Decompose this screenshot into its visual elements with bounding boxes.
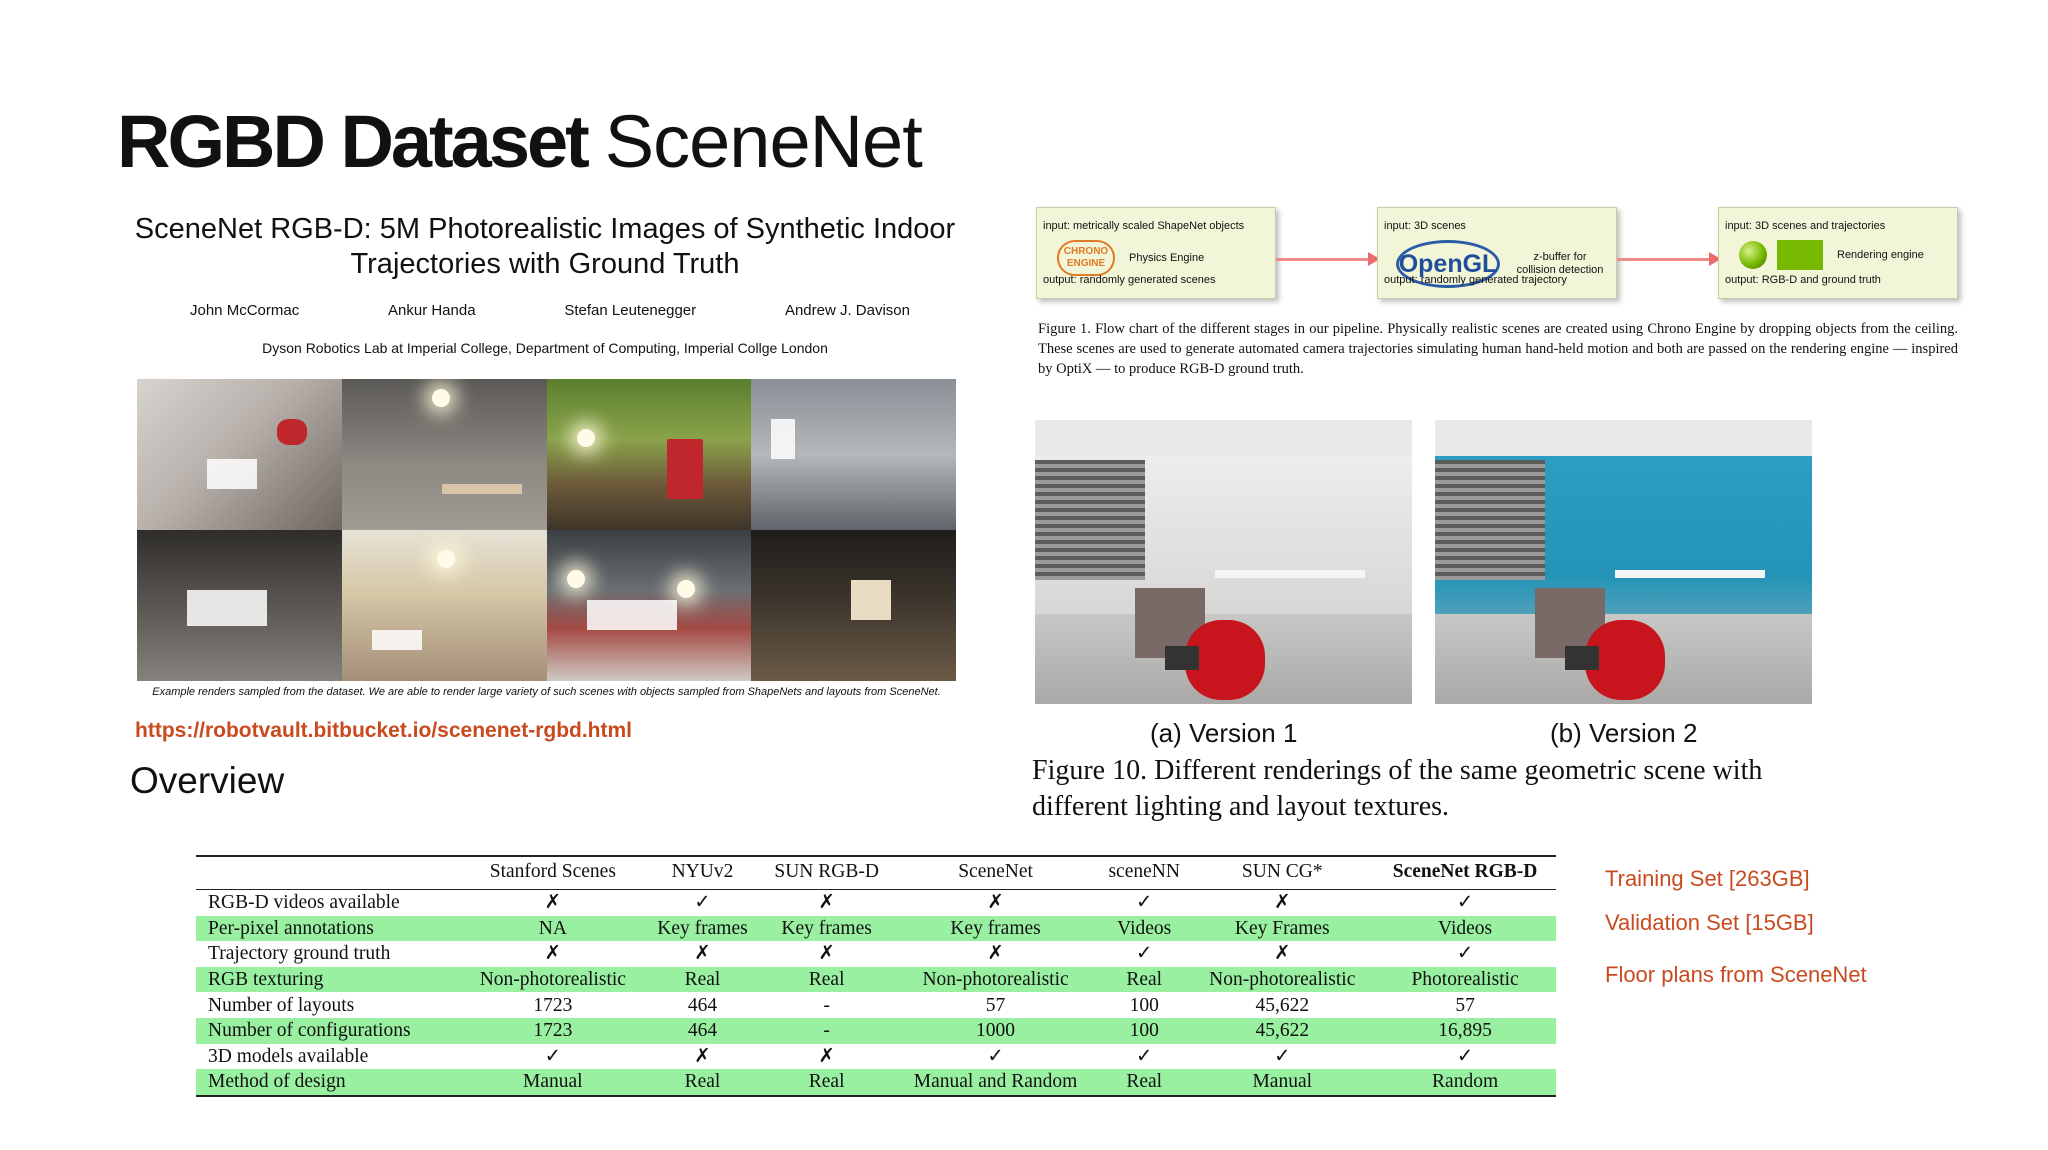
table-cell: Real (760, 967, 893, 993)
table-cell: Non-photorealistic (461, 967, 645, 993)
table-row (196, 1018, 1556, 1044)
table-cell: Videos (1374, 916, 1556, 942)
render-version1-image (1035, 420, 1412, 704)
table-cell: ✗ (694, 943, 711, 965)
table-cell: Videos (1098, 916, 1190, 942)
table-row-header: 3D models available (208, 1045, 369, 1067)
author-list (190, 302, 910, 319)
table-cell: 100 (1098, 1018, 1190, 1044)
render-image (751, 530, 956, 681)
render-image (137, 379, 342, 530)
nvidia-logo-icon (1777, 240, 1823, 270)
table-cell: - (760, 1018, 893, 1044)
table-cell: Real (760, 1069, 893, 1096)
project-link[interactable]: https://robotvault.bitbucket.io/scenenet-rgbd.html (135, 719, 633, 742)
table-cell: ✗ (987, 892, 1004, 914)
table-row (196, 967, 1556, 993)
table-row (196, 890, 1556, 916)
table-cell: ✗ (544, 892, 561, 914)
version2-label: (b) Version 2 (1550, 718, 1698, 748)
render-image (137, 530, 342, 681)
pipeline-stage-rendering (1718, 207, 1958, 299)
table-body (196, 890, 1556, 1096)
table-cell: Real (1098, 1069, 1190, 1096)
render-image (547, 530, 752, 681)
table-cell: Manual (1190, 1069, 1374, 1096)
table-header: NYUv2 (645, 856, 761, 890)
author-name: Ankur Handa (388, 302, 476, 319)
stage-label: z-buffer for collision detection (1516, 251, 1604, 276)
table-header-row (196, 856, 1556, 890)
table-row-header: Number of configurations (196, 1018, 461, 1044)
table-cell: ✓ (1456, 943, 1474, 965)
table-row (196, 1069, 1556, 1096)
table-cell: 1723 (461, 1018, 645, 1044)
stage-input: input: metrically scaled ShapeNet objects (1043, 220, 1245, 232)
table-cell: ✗ (694, 1045, 711, 1067)
chrono-engine-logo-icon: CHRONO ENGINE (1057, 240, 1115, 276)
table-cell: ✓ (694, 892, 711, 914)
slide-title (117, 96, 922, 188)
stage-input: input: 3D scenes and trajectories (1725, 220, 1886, 232)
validation-set-note: Validation Set [15GB] (1605, 910, 1814, 935)
table-cell: ✗ (1274, 892, 1291, 914)
table-header: SUN CG* (1190, 856, 1374, 890)
table-header (196, 856, 461, 890)
table-cell: ✓ (1456, 892, 1474, 914)
table-header: sceneNN (1098, 856, 1190, 890)
slide-title-bold: RGBD Dataset (117, 100, 587, 183)
table-cell: 1000 (893, 1018, 1098, 1044)
table-cell: Key Frames (1190, 916, 1374, 942)
opengl-logo-icon: OpenGL (1396, 240, 1500, 288)
figure1-caption: Figure 1. Flow chart of the different stages in our pipeline. Physically realistic scenes are created using Chrono Engine by dropping objects from the ceiling. These scenes are used to generate automated camera trajectories simulating human hand-held motion and both are passed on the rendering engine — inspired by OptiX — to produce RGB-D ground truth. (1038, 321, 1958, 377)
table-cell: 45,622 (1255, 994, 1310, 1016)
comparison-table (196, 855, 1556, 1097)
overview-heading: Overview (130, 760, 285, 801)
table-row (196, 992, 1556, 1018)
pipeline-stage-physics (1036, 207, 1276, 299)
version1-label: (a) Version 1 (1150, 718, 1298, 748)
table-cell: Key frames (645, 916, 761, 942)
pipeline-stage-opengl (1377, 207, 1617, 299)
flow-arrow (1617, 258, 1713, 261)
table-cell: Non-photorealistic (1190, 967, 1374, 993)
table-cell: 57 (1455, 994, 1475, 1016)
table-cell: Real (1098, 967, 1190, 993)
stage-label: Physics Engine (1129, 251, 1205, 264)
affiliation: Dyson Robotics Lab at Imperial College, Department of Computing, Imperial Collge London (262, 340, 828, 356)
table-cell: ✓ (1136, 892, 1153, 914)
table-cell: Real (645, 1069, 761, 1096)
table-row-header: RGB-D videos available (208, 892, 400, 914)
author-name: Stefan Leutenegger (564, 302, 697, 319)
table-cell: ✗ (1274, 943, 1291, 965)
table-row (196, 941, 1556, 967)
table-row-header: Number of layouts (208, 994, 355, 1016)
table-cell: 16,895 (1374, 1018, 1556, 1044)
render-image (751, 379, 956, 530)
training-set-note: Training Set [263GB] (1605, 866, 1810, 891)
table-row-header: Trajectory ground truth (208, 943, 391, 965)
table-cell: 464 (687, 994, 718, 1016)
table-cell: NA (461, 916, 645, 942)
table-header: SUN RGB-D (760, 856, 893, 890)
slide-title-light: SceneNet (604, 100, 922, 183)
table-cell: Key frames (760, 916, 893, 942)
author-name: John McCormac (190, 302, 300, 319)
table-cell: ✓ (1456, 1045, 1474, 1067)
render-version2-image (1435, 420, 1812, 704)
table-row-header: RGB texturing (196, 967, 461, 993)
flow-arrow (1276, 258, 1372, 261)
table-cell: 464 (645, 1018, 761, 1044)
table-cell: Random (1374, 1069, 1556, 1096)
optix-sphere-icon (1739, 241, 1767, 269)
table-cell: 57 (985, 994, 1006, 1016)
mosaic-caption: Example renders sampled from the dataset. We are able to render large variety of such scenes with objects sampled from ShapeNets and layouts from SceneNet. (152, 686, 941, 698)
table-row-header: Method of design (196, 1069, 461, 1096)
table-header: SceneNet (893, 856, 1098, 890)
stage-input: input: 3D scenes (1384, 220, 1466, 232)
table-cell: Photorealistic (1374, 967, 1556, 993)
paper-title: SceneNet RGB-D: 5M Photorealistic Images of Synthetic Indoor Trajectories with Ground Truth (134, 213, 956, 280)
stage-label: Rendering engine (1837, 248, 1924, 261)
table-cell: ✗ (544, 943, 561, 965)
stage-output: output: randomly generated scenes (1043, 274, 1216, 286)
floorplans-note: Floor plans from SceneNet (1605, 962, 1867, 987)
table-cell: ✗ (818, 1045, 835, 1067)
stage-output: output: RGB-D and ground truth (1725, 274, 1881, 286)
table-cell: 45,622 (1190, 1018, 1374, 1044)
table-cell: ✓ (1136, 943, 1153, 965)
table-cell: ✗ (987, 943, 1004, 965)
table-cell: ✗ (818, 943, 835, 965)
table-cell: Manual (461, 1069, 645, 1096)
render-image (547, 379, 752, 530)
table-header: SceneNet RGB-D (1374, 856, 1556, 890)
table-cell: Real (645, 967, 761, 993)
table-cell: ✗ (818, 892, 835, 914)
table-cell: 1723 (533, 994, 573, 1016)
table-cell: ✓ (1136, 1045, 1153, 1067)
table-header: Stanford Scenes (461, 856, 645, 890)
render-image (342, 379, 547, 530)
table-row (196, 1044, 1556, 1070)
table-cell: Manual and Random (893, 1069, 1098, 1096)
stage-output: output: randomly generated trajectory (1384, 274, 1567, 286)
figure10-caption: Figure 10. Different renderings of the same geometric scene with different lighting and layout textures. (1032, 755, 1763, 822)
render-image (342, 530, 547, 681)
table-cell: ✓ (1274, 1045, 1291, 1067)
table-row-header: Per-pixel annotations (196, 916, 461, 942)
table-cell: Non-photorealistic (893, 967, 1098, 993)
render-mosaic (137, 379, 956, 681)
table-cell: - (823, 994, 830, 1016)
author-name: Andrew J. Davison (784, 302, 910, 319)
table-row (196, 916, 1556, 942)
table-cell: ✓ (987, 1045, 1004, 1067)
table-cell: 100 (1129, 994, 1159, 1016)
table-cell: Key frames (893, 916, 1098, 942)
table-cell: ✓ (544, 1045, 561, 1067)
